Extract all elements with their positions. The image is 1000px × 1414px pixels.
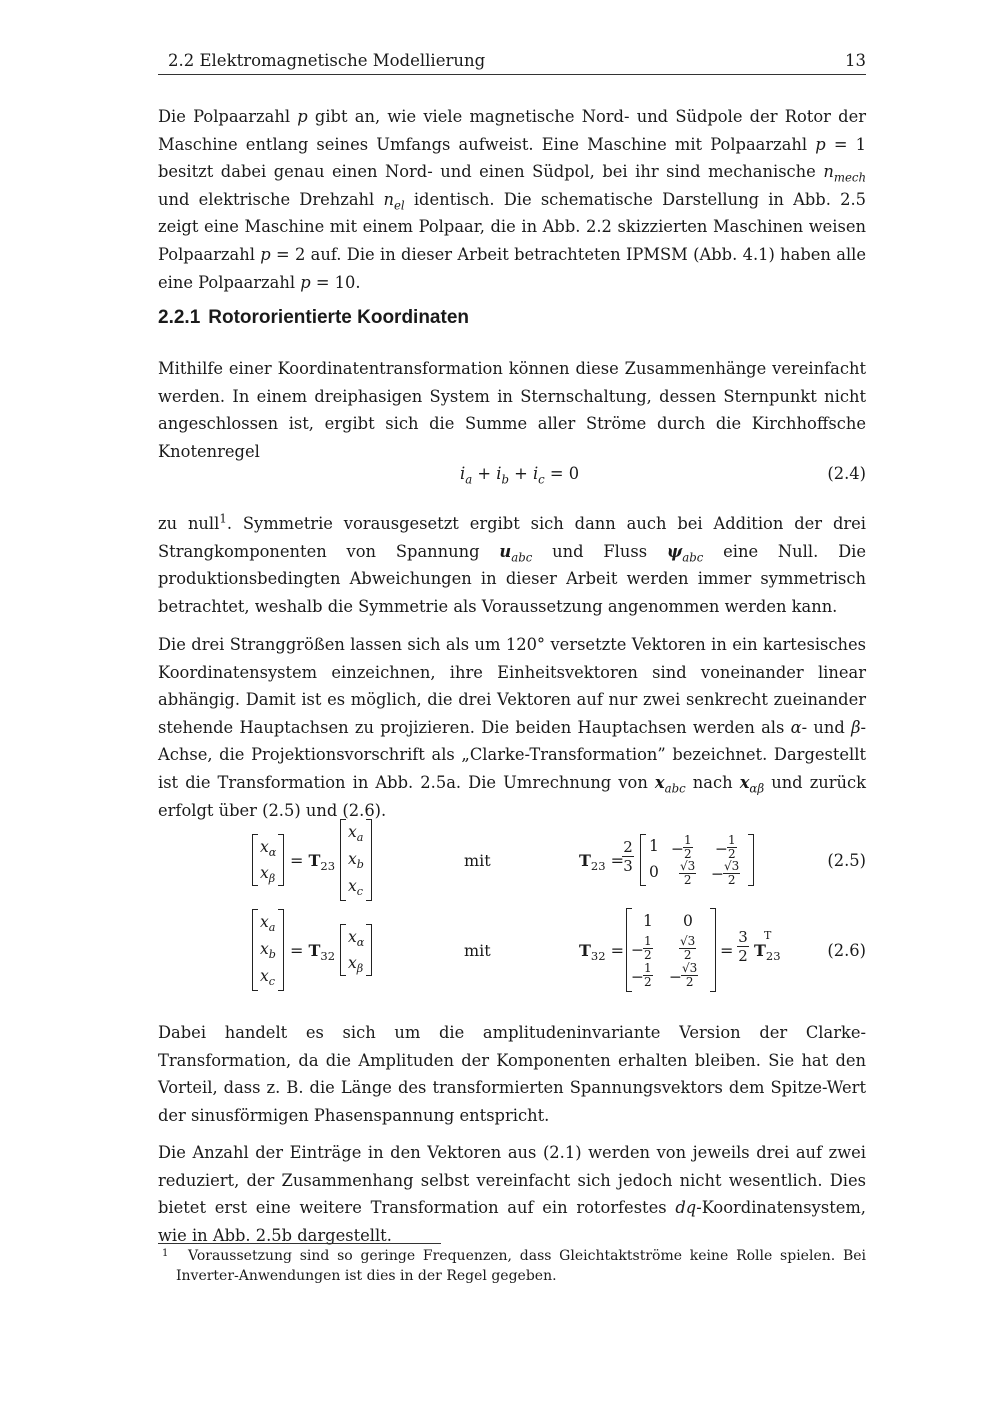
- footnote-ref: 1: [219, 511, 227, 526]
- footnote: [158, 1246, 866, 1286]
- paragraph-dq-transformation: Die Anzahl der Einträge in den Vektoren aus (2.1) werden von jeweils drei auf zwei reduziert, der Zusammenhang selbst vereinfacht sich jedoch nicht wesentlich. Dies bietet erst eine weitere Transformation auf ein rotorfestes dq-Koordinatensystem, wie in Abb. 2.5b dargestellt.: [158, 1143, 866, 1245]
- vector-x-alphabeta: $x_\alpha$ $x_\beta$: [340, 924, 372, 976]
- vector-x-abc: $x_a$ $x_b$ $x_c$: [252, 909, 284, 991]
- equation-number: (2.4): [827, 464, 866, 483]
- footnote-text: Voraussetzung sind so geringe Frequenzen, dass Gleichtaktströme keine Rolle spielen. Bei Inverter-Anwendungen ist dies in der Regel gegeben.: [176, 1248, 866, 1284]
- equation-number: (2.5): [827, 851, 866, 870]
- paragraph-clarke: Die drei Stranggrößen lassen sich als um 120° versetzte Vektoren in ein kartesisches Koordinatensystem einzeichnen, ihre Einheitsvektoren sind voneinander linear abhängig. Damit ist es möglich, die drei Vektoren auf nur zwei senkrecht zueinander stehende Hauptachsen zu projizieren. Die beiden Hauptachsen werden als α- und β-Achse, die Projektionsvorschrift als „Clarke-Transformation” bezeichnet. Dargestellt ist die Transformation in Abb. 2.5a. Die Umrechnung von $x_{abc}$ nach $x_{\alpha\beta}$ und zurück erfolgt über (2.5) und (2.6).: [158, 635, 867, 820]
- vector-x-alphabeta: $x_\alpha$ $x_\beta$: [252, 834, 284, 886]
- matrix-T23: 1 − $\frac{1}{2}$ − $\frac{1}{2}$ 0 $\frac{√3}{2}$ − $\frac{√3}{2}$: [640, 834, 754, 886]
- subsection-heading: 2.2.1 Rotororientierte Koordinaten: [158, 307, 469, 328]
- page-number: 13: [845, 51, 866, 70]
- footnote-rule: [158, 1243, 441, 1244]
- section-title: 2.2 Elektromagnetische Modellierung: [168, 51, 486, 70]
- footnote-marker: 1: [162, 1248, 169, 1259]
- running-header: [158, 50, 866, 75]
- paragraph-symmetrie: zu null$^1$. Symmetrie vorausgesetzt ergibt sich dann auch bei Addition der drei Strangkomponenten von Spannung $u_{abc}$ und Fluss $\psi_{abc}$ eine Null. Die produktionsbedingten Abweichungen in dieser Arbeit werden immer symmetrisch betrachtet, weshalb die Symmetrie als Voraussetzung angenommen werden kann.: [158, 511, 866, 616]
- paragraph-polpaarzahl: Die Polpaarzahl p gibt an, wie viele magnetische Nord- und Südpole der Rotor der Maschine entlang seines Umfangs aufweist. Eine Maschine mit Polpaarzahl p = 1 besitzt dabei genau einen Nord- und einen Südpol, bei ihr sind mechanische $n_{mech}$ und elektrische Drehzahl $n_{el}$ identisch. Die schematische Darstellung in Abb. 2.5 zeigt eine Maschine mit einem Polpaar, die in Abb. 2.2 skizzierten Maschinen weisen Polpaarzahl p = 2 auf. Die in dieser Arbeit betrachteten IPMSM (Abb. 4.1) haben alle eine Polpaarzahl p = 10.: [158, 107, 867, 292]
- vector-x-abc: $x_a$ $x_b$ $x_c$: [340, 819, 372, 901]
- paragraph-amplitudeninvariant: Dabei handelt es sich um die amplitudeninvariante Version der Clarke-Transformation, da die Amplituden der Komponenten erhalten bleiben. Sie hat den Vorteil, dass z. B. die Länge des transformierten Spannungsvektors dem Spitze-Wert der sinusförmigen Phasenspannung entspricht.: [158, 1023, 866, 1125]
- page: 2.2 Elektromagnetische Modellierung 13 Die Polpaarzahl p gibt an, wie viele magnetische Nord- und Südpole der Rotor der Maschine entlang seines Umfangs aufweist. Eine Maschine mit Polpaarzahl p = 1 besitzt dabei genau einen Nord- und einen Südpol, bei ihr sind mechanische $n_{mech}$ und elektrische Drehzahl $n_{el}$ identisch. Die schematische Darstellung in Abb. 2.5 zeigt eine Maschine mit einem Polpaar, die in Abb. 2.2 skizzierten Maschinen weisen Polpaarzahl p = 2 auf. Die in dieser Arbeit betrachteten IPMSM (Abb. 4.1) haben alle eine Polpaarzahl p = 10. 2.2.1 Rotororientierte Koordinaten Mithilfe einer Koordinatentransformation können diese Zusammenhänge vereinfacht werden. In einem dreiphasigen System in Sternschaltung, dessen Sternpunkt nicht angeschlossen ist, ergibt sich die Summe aller Ströme durch die Kirchhoffsche Knotenregel $i_a + i_b + i_c = 0$ (2.4) zu null$^1$. Symmetrie vorausgesetzt ergibt sich dann auch bei Addition der drei Strangkomponenten von Spannung $u_{abc}$ und Fluss $\psi_{abc}$ eine Null. Die produktionsbedingten Abweichungen in dieser Arbeit werden immer symmetrisch betrachtet, weshalb die Symmetrie als Voraussetzung angenommen werden kann. Die drei Stranggrößen lassen sich als um 120° versetzte Vektoren in ein kartesisches Koordinatensystem einzeichnen, ihre Einheitsvektoren sind voneinander linear abhängig. Damit ist es möglich, die drei Vektoren auf nur zwei senkrecht zueinander stehende Hauptachsen zu projizieren. Die beiden Hauptachsen werden als α- und β-Achse, die Projektionsvorschrift als „Clarke-Transformation” bezeichnet. Dargestellt ist die Transformation in Abb. 2.5a. Die Umrechnung von $x_{abc}$ nach $x_{\alpha\beta}$ und zurück erfolgt über (2.5) und (2.6). $x_\alpha$ $x_\beta$ = $T_{23}$ $x_a$ $x_b$ $x_c$ mit $T_{23}$ = $\frac{2}{3}$ 1 − $\frac{1}{2}$ − $\frac{1}{2}$ 0 $\frac{√3}{2}$ − $\frac{√3}{2}$ (2.5) $x_a$ $x_b$ $x_c$ = $T_{32}$ $x_\alpha$ $x_\beta$ mit $T_{32}$ = 1 0 − $\frac{1}{2}$ $\frac{√3}{2}$ − $\frac{1}{2}$ − $\frac{√3}{2}$ = $\frac{3}{2}$ $T_{23}$ T (2.6) Dabei handelt es sich um die amplitudeninvariante Version der Clarke-Transformation, da die Amplituden der Komponenten erhalten bleiben. Sie hat den Vorteil, dass z. B. die Länge des transformierten Spannungsvektors dem Spitze-Wert der sinusförmigen Phasenspannung entspricht. Die Anzahl der Einträge in den Vektoren aus (2.1) werden von jeweils drei auf zwei reduziert, der Zusammenhang selbst vereinfacht sich jedoch nicht wesentlich. Dies bietet erst eine weitere Transformation auf ein rotorfestes dq-Koordinatensystem, wie in Abb. 2.5b dargestellt. 1 Voraussetzung sind so geringe Frequenzen, dass Gleichtaktströme keine Rolle spielen. Bei Inverter-Anwendungen ist dies in der Regel gegeben.: [158, 51, 867, 1284]
- paragraph-koordinatentransformation: Mithilfe einer Koordinatentransformation können diese Zusammenhänge vereinfacht werden. In einem dreiphasigen System in Sternschaltung, dessen Sternpunkt nicht angeschlossen ist, ergibt sich die Summe aller Ströme durch die Kirchhoffsche Knotenregel: [158, 359, 866, 461]
- matrix-T32: 1 0 − $\frac{1}{2}$ $\frac{√3}{2}$ − $\frac{1}{2}$ − $\frac{√3}{2}$: [626, 908, 716, 992]
- equation-number: (2.6): [827, 941, 866, 960]
